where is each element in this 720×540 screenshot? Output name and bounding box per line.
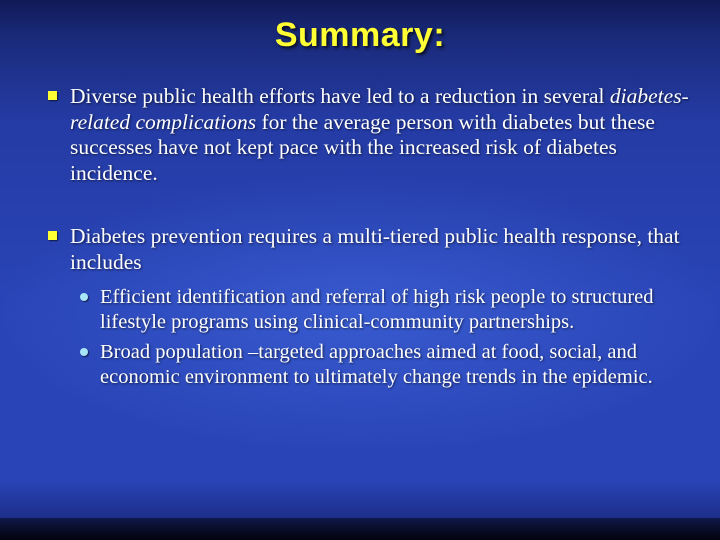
page-title: Summary: xyxy=(274,16,446,54)
bullet-text-part2: for the average person with diabetes but these successes have not kept pace with the increased risk of diabetes incidence. xyxy=(70,109,655,185)
round-bullet-icon xyxy=(80,348,88,356)
square-bullet-icon xyxy=(48,231,57,240)
bullet-text: Efficient identification and referral of high risk people to structured lifestyle programs using clinical-community partnerships. xyxy=(100,286,654,333)
bullet-text: Broad population –targeted approaches aimed at food, social, and economic environment to ultimately change trends in the epidemic. xyxy=(100,341,653,388)
list-item xyxy=(38,84,694,186)
bullet-text: Diabetes prevention requires a multi-tiered public health response, that includes xyxy=(70,224,680,274)
list-item xyxy=(38,224,694,275)
slide-body xyxy=(38,84,694,389)
spacer xyxy=(38,196,694,224)
square-bullet-icon xyxy=(48,91,57,100)
bullet-text-part1: Diverse public health efforts have led to a reduction in several xyxy=(70,84,610,108)
bullet-text-emphasis: diabetes-related complications xyxy=(70,84,689,134)
list-item xyxy=(38,285,694,334)
round-bullet-icon xyxy=(80,293,88,301)
list-item xyxy=(38,340,694,389)
